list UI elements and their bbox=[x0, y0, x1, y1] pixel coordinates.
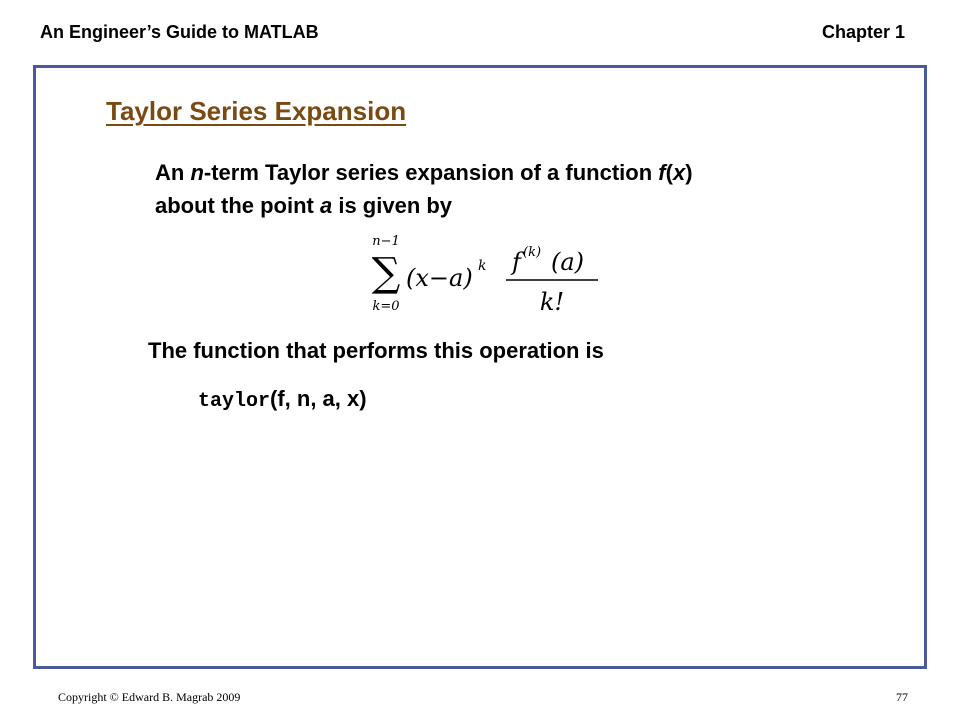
intro-text-4: ) bbox=[685, 160, 693, 185]
sum-upper-limit: n−1 bbox=[372, 234, 400, 249]
statement-text: The function that performs this operation is bbox=[148, 338, 604, 363]
fraction-numerator-order: (k) bbox=[523, 245, 542, 260]
function-args: (f, n, a, x) bbox=[270, 386, 367, 411]
taylor-series-formula bbox=[372, 228, 612, 323]
fraction-denominator: k! bbox=[539, 288, 565, 316]
chapter-label: Chapter 1 bbox=[821, 22, 905, 42]
var-n: n bbox=[190, 160, 204, 185]
fraction-numerator-arg: (a) bbox=[551, 248, 585, 276]
fraction-numerator-f: f bbox=[512, 248, 521, 276]
intro-text-5: about the point bbox=[155, 193, 320, 218]
term-exponent: k bbox=[478, 258, 487, 274]
intro-text-3: ( bbox=[665, 160, 673, 185]
var-f: f bbox=[658, 160, 666, 185]
intro-text-6: is given by bbox=[332, 193, 453, 218]
function-name: taylor bbox=[198, 390, 271, 413]
page-number: 77 bbox=[896, 690, 908, 704]
term-x-minus-a: (x−a) bbox=[406, 264, 473, 292]
summation-sign: ∑ bbox=[372, 250, 401, 296]
var-x: x bbox=[672, 160, 686, 185]
intro-text-1: An bbox=[155, 160, 191, 185]
intro-text-2: -term Taylor series expansion of a function bbox=[203, 160, 659, 185]
slide-title: Taylor Series Expansion bbox=[106, 96, 407, 126]
var-a: a bbox=[319, 193, 333, 218]
intro-paragraph bbox=[155, 156, 895, 222]
function-call bbox=[198, 386, 367, 413]
header-title: An Engineer’s Guide to MATLAB bbox=[40, 22, 319, 42]
copyright-footer: Copyright © Edward B. Magrab 2009 bbox=[58, 690, 241, 704]
sum-lower-limit: k=0 bbox=[372, 299, 400, 314]
